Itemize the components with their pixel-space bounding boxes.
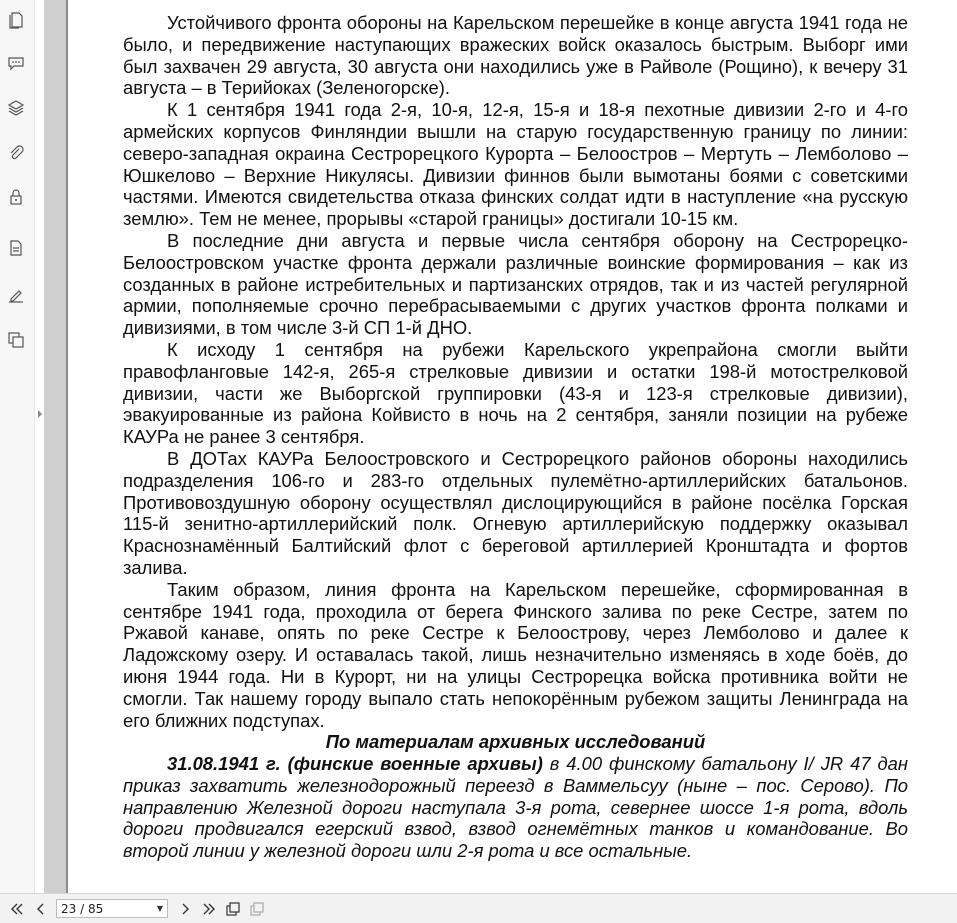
page-number-select[interactable] bbox=[56, 899, 168, 918]
paragraph-5: В ДОТах КАУРа Белоостровского и Сестрорецкого районов обороны находились подразделения 106-го и 283-го отдельных пулемётно-артиллерийских батальонов. Противовоздушную оборону осуществлял дислоцирующийся в районе посёлка Горская 115-й зенитно-артиллерийский полк. Огневую артиллерийскую поддержку оказывал Краснознамённый Балтийский флот с береговой артиллерией Кронштадта и фортов залива. bbox=[123, 447, 908, 578]
pages-icon[interactable] bbox=[6, 10, 26, 30]
archive-text: в 4.00 финскому батальону I/ JR 47 дан приказ захватить железнодорожный переезд в Ваммельсуу (ныне – пос. Серово). По направлению Железной дороги наступала 3-я рота, севернее шоссе 1-я рота, вдоль дороги продвигался егерский взвод, взвод огнемётных танков и командование. Во второй линии у железной дороги шли 2-я рота и все остальные. bbox=[123, 753, 908, 862]
chevron-left-icon bbox=[33, 901, 49, 917]
page-gutter bbox=[44, 0, 66, 893]
paragraph-2: К 1 сентября 1941 года 2-я, 10-я, 12-я, 15-я и 18-я пехотные дивизии 2-го и 4-го армейских корпусов Финляндии вышли на старую государственную границу по линии: северо-западная окраина Сестрорецкого Курорта – Белоостров – Мертуть – Лемболово – Юшкелово – Верхние Никулясы. Дивизии финнов были вымотаны боями с советскими частями. Имеются свидетельства отказа финских солдат идти в наступление «на русскую землю». Тем не менее, прорывы «старой границы» достигали 10-15 км. bbox=[123, 99, 908, 230]
signature-icon[interactable] bbox=[6, 285, 26, 305]
paragraph-4: К исходу 1 сентября на рубежи Карельского укрепрайона смогли выйти правофланговые 142-я, 265-я стрелковые дивизии и остатки 198-й мотострелковой дивизии, части же Выборгской группировки (43-я и 123-я стрелковые дивизии), эвакуированные из района Койвисто в ночь на 2 сентября, заняли позиции на рубеже КАУРа не ранее 3 сентября. bbox=[123, 338, 908, 448]
double-chevron-left-icon bbox=[9, 901, 25, 917]
bottom-toolbar bbox=[0, 893, 957, 923]
section-heading: По материалам архивных исследований bbox=[325, 731, 706, 753]
layers-icon[interactable] bbox=[6, 98, 26, 118]
archive-date: 31.08.1941 г. (финские военные архивы) bbox=[167, 753, 543, 775]
next-view-button[interactable] bbox=[246, 898, 268, 920]
security-icon[interactable] bbox=[6, 187, 26, 207]
chevron-right-icon bbox=[177, 901, 193, 917]
document-properties-icon[interactable] bbox=[6, 238, 26, 258]
first-page-button[interactable] bbox=[6, 898, 28, 920]
last-page-button[interactable] bbox=[198, 898, 220, 920]
document-page bbox=[68, 0, 957, 893]
chevron-right-icon bbox=[37, 409, 43, 419]
archive-paragraph bbox=[123, 753, 908, 862]
attachments-icon[interactable] bbox=[6, 143, 26, 163]
previous-view-button[interactable] bbox=[222, 898, 244, 920]
next-page-button[interactable] bbox=[174, 898, 196, 920]
previous-view-icon bbox=[225, 901, 241, 917]
sidebar-collapse-handle[interactable] bbox=[36, 404, 44, 424]
paragraph-3: В последние дни августа и первые числа сентября оборону на Сестрорецко-Белоостровском участке фронта держали различные воинские формирования – как из созданных в районе истребительных и партизанских отрядов, так и из частей регулярной армии, пополняемые срочно перебрасываемыми с других участков фронта полками и дивизиями, в том числе 3-й СП 1-й ДНО. bbox=[123, 229, 908, 339]
copy-icon[interactable] bbox=[6, 330, 26, 350]
next-view-icon bbox=[249, 901, 265, 917]
paragraph-6: Таким образом, линия фронта на Карельском перешейке, сформированная в сентябре 1941 года, проходила от берега Финского залива по реке Сестре, затем по Ржавой канаве, опять по реке Сестре к Белоострову, через Лемболово и далее к Ладожскому озеру. И оставалась такой, лишь незначительно изменяясь в ходе боёв, до июня 1944 года. Ни в Курорт, ни на улицы Сестрорецка войска противника войти не смогли. Так нашему городу выпало стать непокорённым рубежом защиты Ленинграда на его ближних подступах. bbox=[123, 578, 908, 731]
paragraph-1: Устойчивого фронта обороны на Карельском перешейке в конце августа 1941 года не было, и передвижение наступающих вражеских войск оказалось быстрым. Выборг ими был захвачен 29 августа, 30 августа они находились уже в Райволе (Рощино), к вечеру 31 августа – в Терийоках (Зеленогорске). bbox=[123, 12, 908, 99]
double-chevron-right-icon bbox=[201, 901, 217, 917]
chevron-down-icon: ▼ bbox=[156, 904, 163, 913]
comments-icon[interactable] bbox=[6, 53, 26, 73]
document-text bbox=[123, 12, 908, 862]
page-indicator: 23 / 85 bbox=[61, 901, 104, 916]
previous-page-button[interactable] bbox=[30, 898, 52, 920]
left-sidebar bbox=[0, 0, 35, 893]
